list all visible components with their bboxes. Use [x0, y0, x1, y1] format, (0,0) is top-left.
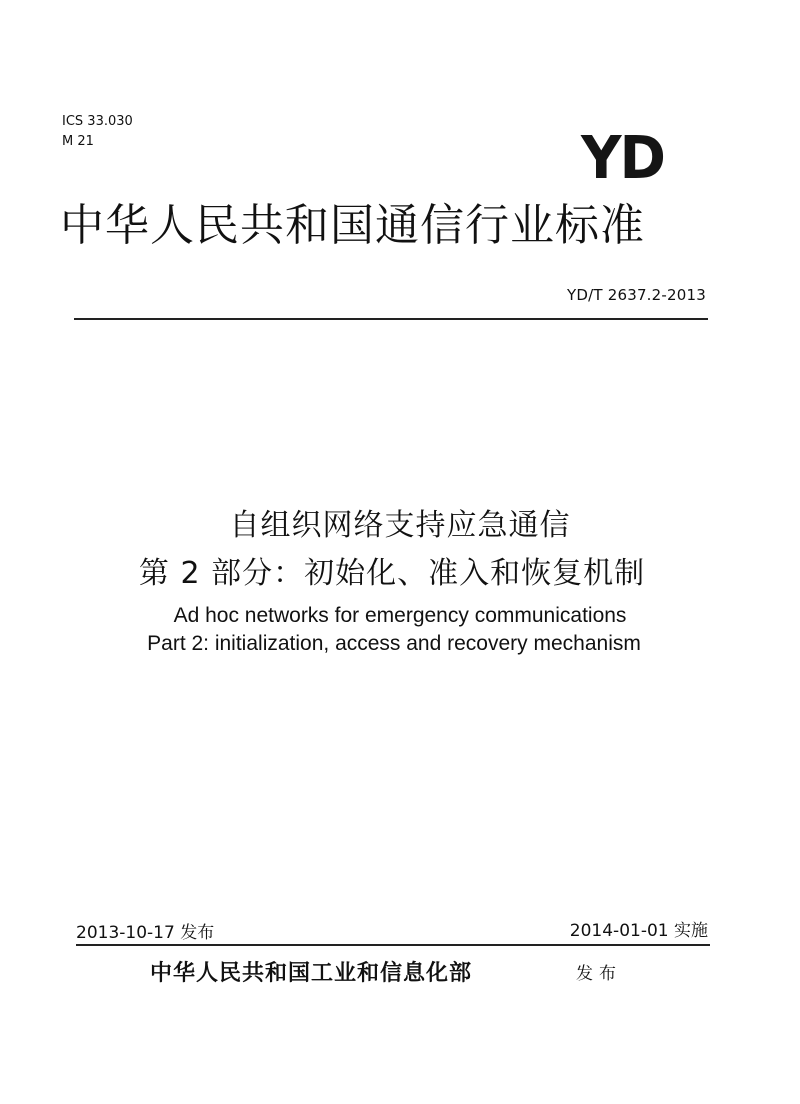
issuer-suffix: 发布	[576, 964, 622, 984]
document-title-en-line1: Ad hoc networks for emergency communications	[173, 604, 627, 627]
ics-code	[62, 112, 133, 152]
standard-title: 中华人民共和国通信行业标准	[60, 200, 645, 251]
ics-number: ICS 33.030	[62, 114, 133, 129]
issuer-name: 中华人民共和国工业和信息化部	[150, 960, 473, 986]
document-title-cn-line1: 自组织网络支持应急通信	[229, 508, 571, 543]
document-title-cn-line2: 第 2 部分：初始化、准入和恢复机制	[138, 556, 646, 591]
yd-logo: YD	[580, 124, 664, 193]
top-divider	[74, 318, 708, 320]
classification-code: M 21	[62, 134, 94, 149]
implementation-date: 2014-01-01 实施	[569, 921, 708, 941]
document-title-en-line2: Part 2: initialization, access and recovery mechanism	[147, 632, 641, 655]
bottom-divider	[76, 944, 710, 946]
issue-date: 2013-10-17 发布	[76, 923, 215, 943]
standard-number: YD/T 2637.2-2013	[567, 286, 706, 304]
